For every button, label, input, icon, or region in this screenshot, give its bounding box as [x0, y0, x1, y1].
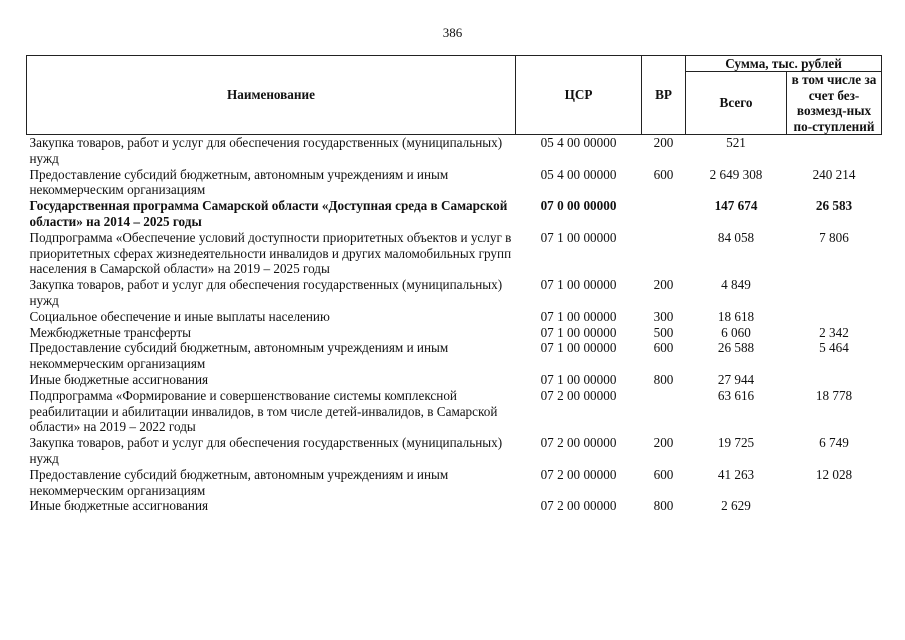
row-free: 26 583 [815, 198, 853, 214]
header-name: Наименование [27, 56, 516, 135]
row-total: 41 263 [717, 466, 755, 482]
row-name: Закупка товаров, работ и услуг для обеспечения государственных (муниципальных) нужд [29, 435, 503, 466]
header-free: в том числе за счет без-возмезд-ных по-ступлений [787, 72, 882, 135]
row-vr: 600 [653, 466, 674, 482]
row-vr: 200 [653, 135, 674, 150]
row-name: Иные бюджетные ассигнования [29, 371, 209, 387]
row-total: 19 725 [717, 435, 755, 451]
row-total: 2 629 [721, 498, 751, 514]
row-vr [642, 230, 686, 277]
header-csr: ЦСР [516, 56, 642, 135]
page-number: 386 [442, 25, 463, 40]
row-csr: 07 2 00 00000 [540, 498, 617, 514]
row-total: 26 588 [717, 340, 755, 356]
header-total: Всего [686, 72, 787, 135]
row-name: Социальное обеспечение и иные выплаты населению [29, 308, 330, 324]
row-name: Закупка товаров, работ и услуг для обеспечения государственных (муниципальных) нужд [29, 135, 503, 166]
row-name: Подпрограмма «Формирование и совершенствование системы комплексной реабилитации и абилитации инвалидов, в том числе детей-инвалидов, в Самарской области» на 2019 – 2022 годы [29, 387, 498, 435]
row-free [787, 372, 882, 388]
row-csr: 07 2 00 00000 [540, 435, 617, 451]
row-free: 7 806 [819, 229, 849, 245]
row-total: 521 [726, 135, 746, 150]
row-name: Государственная программа Самарской области «Доступная среда в Самарской области» на 2014 – 2025 годы [29, 198, 508, 229]
row-free: 6 749 [819, 435, 849, 451]
row-name: Предоставление субсидий бюджетным, автономным учреждениям и иным некоммерческим организациям [29, 166, 449, 198]
row-total: 63 616 [717, 387, 755, 403]
table-row [27, 325, 882, 341]
row-csr: 07 2 00 00000 [540, 466, 617, 482]
table-row [27, 230, 882, 277]
table-row [27, 372, 882, 388]
table-row [27, 467, 882, 499]
row-csr: 05 4 00 00000 [540, 135, 617, 150]
row-name: Подпрограмма «Обеспечение условий доступности приоритетных объектов и услуг в приоритетных сферах жизнедеятельности инвалидов и других маломобильных групп населения в Самарской области» на 2019 – 2025 годы [29, 229, 512, 277]
row-total: 6 060 [721, 324, 751, 340]
row-free [787, 309, 882, 325]
row-free: 2 342 [819, 324, 849, 340]
table-row [27, 309, 882, 325]
header-sum-group: Сумма, тыс. рублей [686, 56, 882, 72]
row-free [787, 498, 882, 514]
row-vr [642, 198, 686, 230]
row-vr: 300 [653, 308, 674, 324]
row-vr: 600 [653, 166, 674, 182]
row-vr: 600 [653, 340, 674, 356]
header-vr: ВР [642, 56, 686, 135]
row-vr: 200 [653, 277, 674, 293]
row-vr [642, 388, 686, 435]
row-total: 84 058 [717, 229, 755, 245]
row-total: 147 674 [714, 198, 758, 214]
row-csr: 07 1 00 00000 [540, 371, 617, 387]
table-row [27, 498, 882, 514]
row-csr: 05 4 00 00000 [540, 166, 617, 182]
row-csr: 07 1 00 00000 [540, 308, 617, 324]
row-vr: 800 [653, 498, 674, 514]
row-free: 12 028 [815, 466, 853, 482]
table-body [27, 135, 882, 515]
row-csr: 07 1 00 00000 [540, 340, 617, 356]
row-csr: 07 0 00 00000 [540, 198, 617, 214]
table-row [27, 135, 882, 167]
table-row [27, 435, 882, 467]
row-name: Межбюджетные трансферты [29, 324, 191, 340]
table-row [27, 277, 882, 309]
row-free [787, 277, 882, 309]
row-name: Иные бюджетные ассигнования [29, 498, 209, 514]
row-name: Предоставление субсидий бюджетным, автономным учреждениям и иным некоммерческим организациям [29, 466, 449, 498]
row-vr: 500 [653, 324, 674, 340]
row-total: 4 849 [721, 277, 751, 293]
table-row [27, 340, 882, 372]
row-total: 27 944 [717, 371, 755, 387]
row-csr: 07 1 00 00000 [540, 277, 617, 293]
table-header [27, 56, 882, 135]
row-csr: 07 2 00 00000 [540, 387, 617, 403]
row-csr: 07 1 00 00000 [540, 229, 617, 245]
budget-table [26, 55, 882, 514]
row-csr: 07 1 00 00000 [540, 324, 617, 340]
row-free [787, 135, 882, 167]
row-free: 5 464 [819, 340, 849, 356]
row-name: Закупка товаров, работ и услуг для обеспечения государственных (муниципальных) нужд [29, 277, 503, 308]
table-row [27, 167, 882, 199]
table-row [27, 198, 882, 230]
row-total: 18 618 [717, 308, 755, 324]
row-vr: 800 [653, 371, 674, 387]
row-total: 2 649 308 [709, 166, 763, 182]
row-name: Предоставление субсидий бюджетным, автономным учреждениям и иным некоммерческим организациям [29, 340, 449, 372]
row-vr: 200 [653, 435, 674, 451]
table-row [27, 388, 882, 435]
row-free: 240 214 [812, 166, 856, 182]
row-free: 18 778 [815, 387, 853, 403]
